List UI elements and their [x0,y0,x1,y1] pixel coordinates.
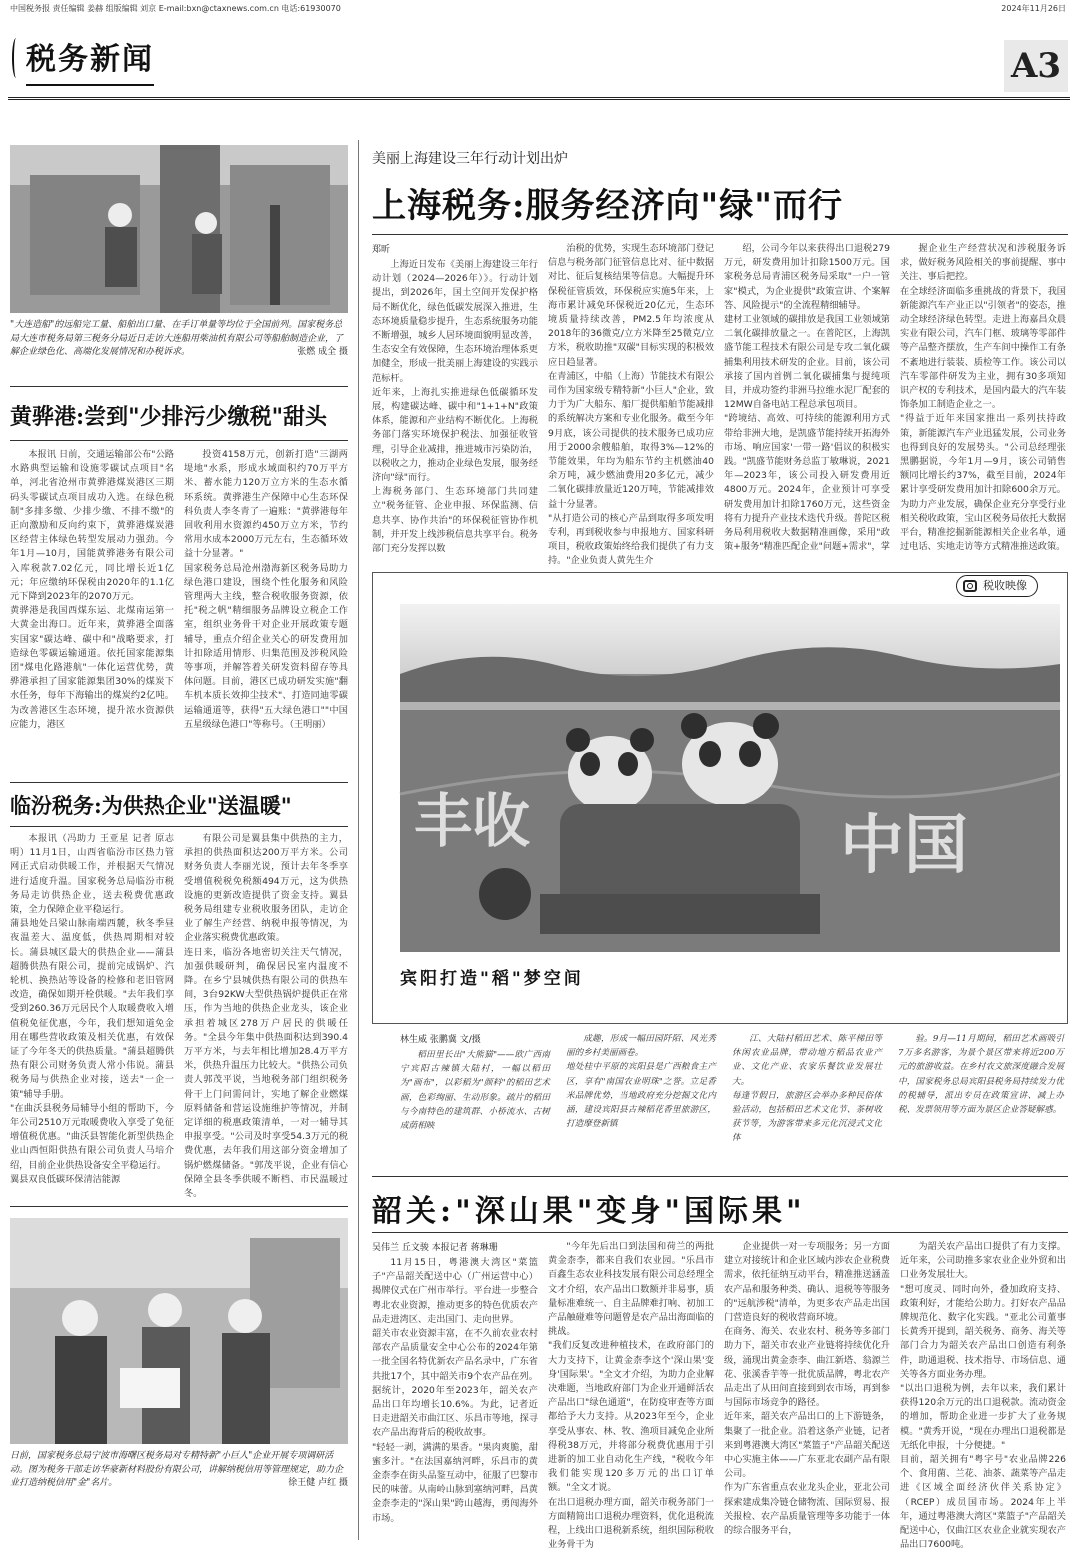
divider [10,440,348,441]
divider [10,1206,348,1207]
divider [372,1176,1068,1177]
article-body-shanghai-col1: 上海近日发布《美丽上海建设三年行动计划（2024—2026年）》。行动计划提出，到2026年，国土空间开发保护格局不断优化，绿色低碳发展深入推进，生态环境质量稳步提升，生态系统服务功能不断增强，城乡人居环境面貌明显改善，生态安全有效保障，生态环境治理体系更加健全，形成一批美丽上海建设的实践示范标杆。 近年来，上海扎实推进绿色低碳循环发展，构建碳达峰、碳中和"1+1+N"政策体系，能源和产业结构不断优化。上海税务部门落实环境保护税法、加强征收管理，引导企业减排，推进城市污染防治，以税收之力，推动企业绿色发展，服务经济向"绿"而行。 上海税务部门、生态环境部门共同建立"税务征管、企业申报、环保监测、信息共享、协作共治"的环保税征管协作机制，并开发上线涉税信息共享平台。税务部门充分发挥以数 [372,259,538,555]
headline-shanghai: 上海税务:服务经济向"绿"而行 [372,186,843,226]
column-rule [358,140,359,1540]
article-body-shanghai-col2: 治税的优势，实现生态环境部门登记信息与税务部门征管信息比对、征中数据对比、征后复核结果等信息。大幅提升环保税征管质效，环保税应实施5年来，上海市累计减免环保税近20亿元，生态环境质量持续改善，PM2.5年均浓度从2018年的36微克/立方米降至25微克/立方米，税收助推"双碳"目标实现的积极效应日趋显著。 在青浦区，中船（上海）节能技术有限公司作为国家级专精特新"小巨人"企业，致力于为广大船东、船厂提供船舶节能减排的系统解决方案和专业化服务。截至今年9月底，该公司提供的技术服务已成功应用于2000余艘船舶，取得3%—12%的节能效果，年均为船东节约主机燃油40余万吨，减少燃油费用20多亿元，减少二氧化碳排放量近120万吨，节能减排效益十分显著。 "从打造公司的核心产品到取得多项发明专利，再到税收参与申报地方、国家科研项目，税收政策始终给我们提供了有力支持。"企业负责人黄先生介 [548,243,714,567]
article-body-shaoguan-col3: 企业提供一对一专项服务；另一方面建立对接统计和企业区域内渉农企业税费需求，依托征纳互动平台，精准推送涵盖农产品和服务种类、确认、退税等等服务的"远航涉税"清单，为更多农产品走出国门营造良好的税收营商环境。 在商务、海关、农业农村、税务等多部门助力下，韶关市农业产业链将持续优化升级，涌现出黄金柰李、曲江新塔、翁源兰花、张溪香芋等一批优质品牌，粤北农产品走出了从田间直接到到农市场，再到参与国际市场竞争的路径。 近年来，韶关农产品出口的上下游链条，集聚了一批企业。沿着这条产业链，记者来到粤港澳大湾区"菜篮子"产品韶关配送中心实施主体——广东亚北农副产品有限公司。 作为广东省重点农业龙头企业，亚北公司探索建成集冷链仓储物流、国际贸易、报关报检、农产品质量管理等多功能于一体的综合服务平台， [724,1241,890,1537]
byline-shanghai: 郑昕 [372,245,391,255]
photo-credit: 张燃 成全 摄 [297,347,348,357]
divider [372,234,1068,235]
byline-shaoguan: 吴伟兰 丘文骏 本报记者 蒋琳珊 [372,1243,498,1253]
camera-icon [963,580,977,592]
article-body-shaoguan-col2: "今年先后出口到法国和荷兰的两批黄金柰李，都来自我们农业园。"乐昌市百鑫生态农业科技发展有限公司总经理全文才介绍，农产品出口数额并非易事，质量标准难统一、自主品牌难打响、初加工产品触碰难等问题曾是农产品出海面临的挑战。 "我们反复改进种植技术，在政府部门的大力支持下，让黄金柰李这个'深山果'变身'国际果'。"全文才介绍，为助力企业解决难题，当地政府部门为企业开通鲜活农产品出口"绿色通道"，在防疫审查等方面都给予大力支持。从2023年至今，企业享受从事农、林、牧、渔项目减免企业所得税38万元，并将部分税费优惠用于引进新的加工业自动化生产线，"税收今年我们能实现120多万元的出口订单额。"全文才说。 在出口退税办理方面，韶关市税务部门一方面精简出口退税办理资料，优化退税流程，上线出口退税新系统，组织国际税收业务骨干为 [548,1241,714,1551]
article-body-shaoguan-col4: 为韶关农产品出口提供了有力支撑。近年来，公司助推多家农业企业外贸和出口业务发展壮大。 "想可度灵、同时向外，叠加政府支持、政策利好，才能给公助力。打好农产品品牌规范化、数字化实践。"亚北公司董事长黄秀开提到，韶关税务、商务、海关等部门合力为韶关农产品出口创造有利条件，助通退税、技术指导、市场信息、通关等各方面业务办理。 "以出口退税为例，去年以来，我们累计获得120余万元的出口退税款。流动资金的增加，帮助企业进一步扩大了业务规模。"黄秀开说，"现在办理出口退税都是无纸化申报，十分便捷。" 目前，韶关拥有"粤字号"农业品牌226个、食用菌、兰花、油茶、蔬菜等产品走进《区域全面经济伙伴关系协定》（RCEP）成员国市场。2024年上半年，通过粤港澳大湾区"菜篮子"产品韶关配送中心，仅曲江区农业企业就实现农产品出口7600吨。 [900,1241,1066,1551]
badge-label: 税收映像 [983,579,1027,592]
article-body-huanghua-col2: 投资4158万元，创新打造"三湖两堤地"水系，形成水域面积约70万平方米、蓄水能力120万立方米的生态水循环系统。黄骅港生产保障中心生态环保科负责人李冬青了一遍账："黄骅港每年回收利用水资源约450万立方米，节约常用水成本2000万元左右，生态循环效益十分显著。" 国家税务总局沧州渤海新区税务局助力绿色港口建设，围绕个性化服务和风险管理两大主线，整合税收服务资源，依托"税之帆"精细服务品牌设立税企工作室，组织业务骨干对企业开展政策专题辅导，重点介绍企业关心的研发费用加计扣除适用情形、归集范围及涉税风险等事项，并解答着关研发资料留存等具体问题。目前，港区已成功研发实施"翻车机本质长效抑尘技术"、打造同迪零碳运输通道等，获得"五大绿色港口""中国五星级绿色港口"等称号。（王明丽） [184,449,348,730]
article-body-shanghai-col4: 握企业生产经营状况和涉税服务诉求，做好税务风险相关的事前提醒、事中关注、事后把控。 在全球经济面临多重挑战的背景下，我国新能源汽车产业正以"引领者"的姿态，推动全球经济绿色转型。走进上海嘉昌众晨实业有限公司，汽车门框、玻璃等零部件等产品整齐摆放，生产车间中操作工有条不紊地进行装装、质检等工作。该公司以汽车零部件研发为主业，拥有30多项知识产权的专利技术，是国内最大的汽车装饰条加工制造企业之一。 "得益于近年来国家推出一系列扶持政策，新能源汽车产业迅猛发展，公司业务也得到良好的发展势头。"公司总经理张黑鹏据说，今年1月—9月，该公司销售额同比增长约37%，截至目前，2024年累计享受研发费用加计扣除600余万元。为助力产业发展，确保企业充分享受行业相关税收政策，宝山区税务局依托大数据平台，精准挖掘新能源相关企业名单，通过电话、实地走访等方式精准推送政策。 [900,243,1066,553]
issue-date: 2024年11月26日 [1001,4,1066,13]
kicker-shanghai: 美丽上海建设三年行动计划出炉 [372,151,568,167]
byline-photo-news: 林生威 张鹏冀 文/摄 [400,1035,481,1045]
headline-huanghua: 黄骅港:尝到"少排污少缴税"甜头 [10,404,328,430]
photo-credit: 徐王健 卢红 摄 [288,1478,348,1488]
divider [10,386,348,387]
divider [372,1232,1068,1233]
photo-news-body-col2: 成趣，形成一幅田园阡陌、风光秀丽的乡村美丽画卷。 地处桂中平原的宾阳县是广西粮食主产区，享有"南国农业明珠"之誉。立足香米品牌优势，当地政府充分挖掘文化内涵，建设宾阳县古辣稻花香里旅游区，打造摩登新镇 [566,1034,716,1130]
photo-news-badge [956,575,1038,597]
caption-text: 日前，国家税务总局宁波市海曙区税务局对专精特新"小巨人"企业开展专项调研活动。图为税务干部走访华豪新材料股份有限公司，讲解纳税信用等管理规定，助力企业打造纳税信用"金"名片。 [10,1451,344,1488]
photo-tax-visit [10,1218,348,1444]
photo-rice-field-art [400,604,1060,952]
page-number: A3 [1004,40,1068,92]
photo-news-title: 宾阳打造"稻"梦空间 [400,969,584,989]
photo-caption-shipyard [10,319,348,360]
article-body-shaoguan-col1: 11月15日，粤港澳大湾区"菜篮子"产品韶关配送中心（广州运营中心）揭牌仪式在广州市举行。平台进一步整合粤北农业资源，推动更多的特色优质农产品走进湾区、走出国门、走向世界。 韶关市农业资源丰富，在不久前农业农村部农产品质量安全中心公布的2024年第一批全国名特优新农产品名录中，广东省共批17个，其中韶关市9个农产品在列。据统计，2020年至2023年，韶关农产品出口年均增长10.6%。为此，记者近日走进韶关市曲江区、乐昌市等地，探寻农产品出海背后的税收故事。 "轻轻一剥，满满的果香。"果肉爽脆，甜蜜多汁。"在法国嘉纳河畔，乐昌市的黄金柰李在街头品鉴互动中，征服了巴黎市民的味蕾。从南岭山脉到塞纳河畔，昌黄金柰李走的"深山果"跨山越海，勇闯海外市场。 [372,1257,538,1524]
shipyard-image [10,145,348,313]
photo-news-body-col4: 验。9月—11月期间，稻田艺术画吸引7万多名游客，为景个景区带来将近200万元的旅游收益。在乡村农文旅深度融合发展中，国家税务总局宾阳县税务局持续发力优的税辅导，派出专员在政策宣讲、减上办税、发票领用等方面为景区企业答疑解惑。 [898,1034,1064,1116]
photo-news-body-col3: 江、大陆村稻田艺术、陈平梯田等休闲农业品牌，带动地方稻品农业产业、文化产业、农家乐餐饮业发展壮大。 每逢节假日，旅游区会举办多种民俗体验活动，包括稻田艺术文化节、茶树收获节等，为游客带来多元化沉浸式文化体 [732,1034,882,1144]
masthead-line [0,0,1076,18]
section-header [8,34,1070,100]
section-title: 税务新闻 [26,34,154,86]
article-body-huanghua-col1: 本报讯 日前，交通运输部公布"公路水路典型运输和设施零碳试点项目"名单，河北省沧州市黄骅港煤炭港区三期码头零碳试点项目成功入选。在绿色税制"多排多缴、少排少缴、不排不缴"的正向激励和反向约束下，黄骅港煤炭港区经营主体绿色转型发展动力强劲。今年1月—10月，国能黄骅港务有限公司入库税款7.02亿元，同比增长近1亿元；年应缴纳环保税由2020年的1.1亿元下降到2023年的2070万元。 黄骅港是我国西煤东运、北煤南运第一大黄金出海口。近年来，黄骅港全面落实国家"碳达峰、碳中和"战略要求，打造绿色零碳运输通道。依托国家能源集团"煤电化路港航"一体化运营优势，黄骅港承担了国家能源集团30%的煤炭下水任务，每年下海输出的煤炭约2亿吨。为改善港区生态环境，提升浓水资源供应能力，港区 [10,449,174,730]
tax-visit-image [10,1218,348,1444]
divider [10,826,348,827]
field-art-text-right: 中国 [840,808,968,883]
masthead-info: 中国税务报 责任编辑 姜赫 组版编辑 刘京 E-mail:bxn@ctaxnews.com.cn 电话:61930070 [10,4,341,13]
headline-linfen: 临汾税务:为供热企业"送温暖" [10,793,292,818]
photo-shipyard [10,145,348,313]
divider [10,782,348,783]
article-body-linfen-col1: 本报讯（冯助力 王亚星 记者 原志明）11月1日，山西省临汾市区热力管网正式启动供暖工作，并根据天气情况进行适度升温。国家税务总局临汾市税务局走访供热企业，送去税费优惠政策，全力保障企业平稳运行。 蒲县地处吕梁山脉南端西麓，秋冬季昼夜温差大、温度低，供热周期相对较长。蒲县城区最大的供热企业——蒲县超腾供热有限公司，提前完成锅炉、汽轮机、换热站等设备的检修和老旧管网改造，确保如期开栓供暖。"去年我们享受到260.36万元居民个人取暖费收入增值税免征优惠，今年，我们想知道免金用在哪些营收政策及相关优惠，有效保证了今年冬天的供热质量。"蒲县超腾供热有限公司财务负责人常小伟说。蒲县税务局与供热企业对接，送去"一企一策"辅导手册。 "在曲沃县税务局辅导小组的帮助下，今年公司2510万元取暖费收入享受了免征增值税优惠。"曲沃县智能化新型供热企业山西恒阳供热有限公司负责人马培介绍，目前企业供热设备安全平稳运行。 翼县双良低碳环保清洁能源 [10,833,174,1185]
caption-text: "大连造船"的远船完工量、船舶出口量、在手订单量等均位于全国前列。国家税务总局大连市税务局第三税务分局近日走访大连船用柴油机有限公司等船舶制造企业，了解企业绿色化、高端化发展情况和办税诉求。 [10,320,344,357]
field-art-text-left: 丰收 [414,787,531,855]
photo-news-body-col1: 稻田里长出"大熊猫"——欧广西南宁宾阳古辣镇大陆村，一幅以稻田为"画布"，以彩稻为"颜料"的稻田艺术画，色彩绚丽、生动形象。疏片的稻田与今南特色的建筑群、小桥流水、古树成荫相映 [400,1050,550,1132]
article-body-shanghai-col3: 绍，公司今年以来获得出口退税279万元，研发费用加计扣除1500万元。国家税务总局青浦区税务局采取"一户一管家"模式，为企业提供"政策宣讲、个案解答、风险提示"的全流程精细辅导。 建材工业领域的碳排放是我国工业领域第二氧化碳排放量之一。在普陀区，上海凯盛节能工程技术有限公司是专攻二氧化碳捕集利用技术研发的企业。目前，该公司承接了国内首例二氧化碳捕集与提纯项目，并成功签约非洲马拉维水泥厂配套的12MW自备电站工程总承包项目。 "跨境结、高效、可持续的能源利用方式带给非洲大地，是凯盛节能持续开拓海外市场、响应国家'一带一路'倡议的积极实践。"凯盛节能财务总监丁敏琳说，2021年—2023年，该公司投入研发费用近4800万元。2024年，企业预计可享受研发费用加计扣除1760万元，这些资金将有力提升产业技术迭代升级。普陀区税务局利用税收大数据精准画像，采用"政策+服务"精准匹配企业"问题+需求"，掌 [724,243,890,553]
photo-caption-tax-visit [10,1450,348,1491]
headline-shaoguan: 韶关:"深山果"变身"国际果" [372,1194,806,1229]
article-body-linfen-col2: 有限公司是翼县集中供热的主力，承担的供热面积达200万平方米。公司财务负责人李丽光说，预计去年冬季享受增值税税免税额494万元，这为供热设施的更新改造提供了资金支持。翼县税务局组建专业税收服务团队，走访企业了解生产经营、纳税申报等情况，为企业落实税费优惠政策。 连日来，临汾各地密切关注天气情况，加强供暖研判，确保居民室内温度不降。在乡宁县城供热有限公司的供热车间，3台92KW大型供热锅炉提供正在常压，作为当地的供热企业龙头，该企业承担着城区278万户居民的供暖任务。"全县今年集中供热面积达到390.4万平方米，与去年相比增加28.4万平方米，供热升温压力比较大。"供热公司负责人郭茂平说，当地税务部门组织税务骨干上门问需问计，实地了解企业燃煤原料储备和营运设施维护等情况，并制定详细的税惠政策清单，一对一辅导其申报享受。"公司及时享受54.3万元的税费优惠，去年我们用这部分资金增加了锅炉燃煤储备。"郭茂平说，企业有信心保障全县冬季供暖不断档、市民温暖过冬。 [184,833,348,1200]
